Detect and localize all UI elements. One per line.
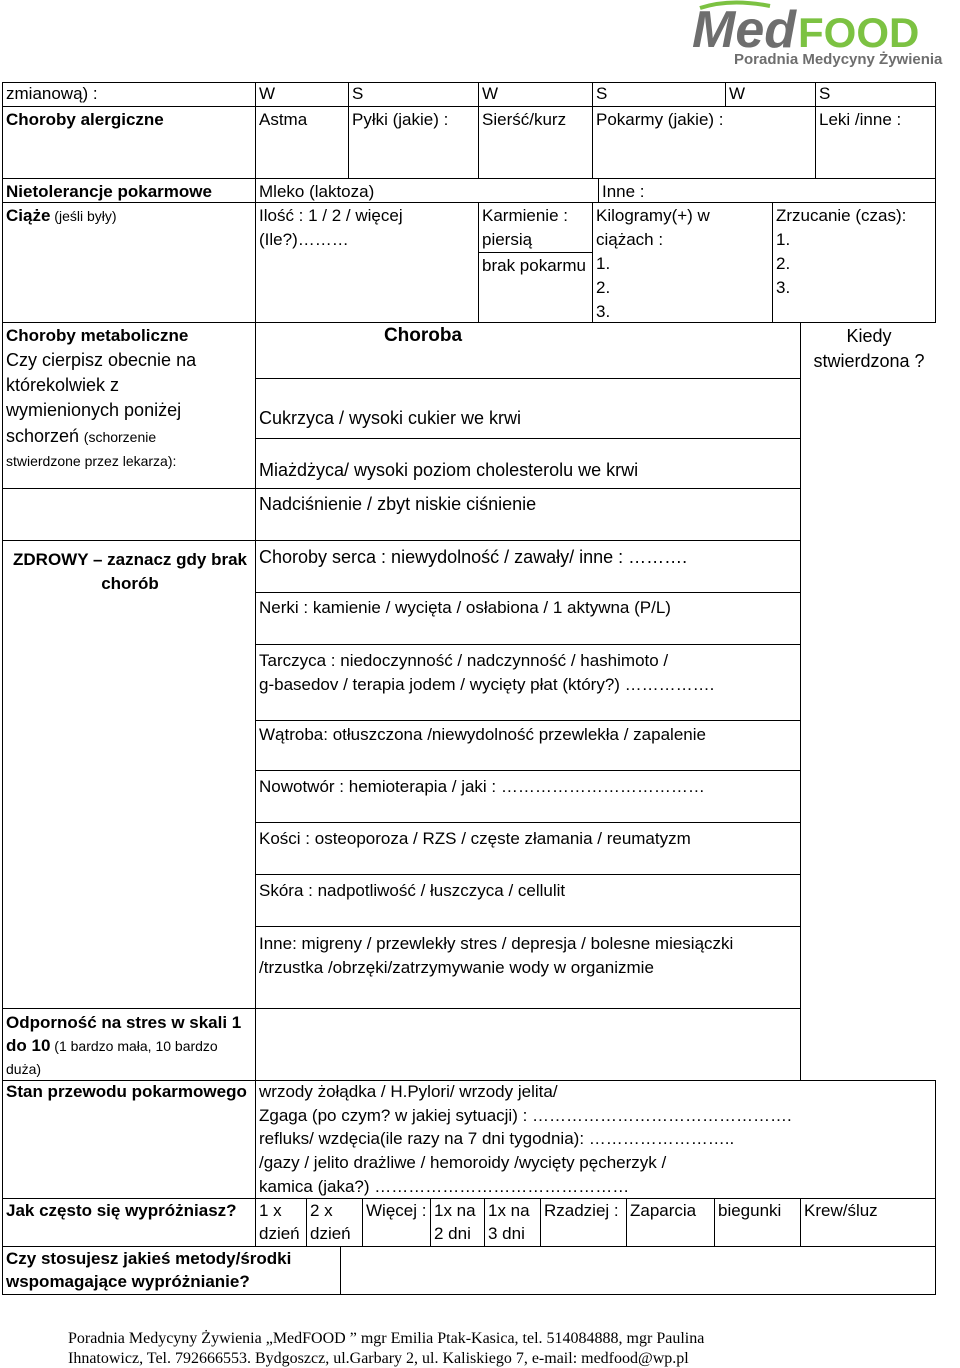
breastfeeding: piersią <box>482 230 533 249</box>
stress-resistance-label: Odporność na stres w skali 1 <box>6 1013 242 1032</box>
stress-resistance-label: duża) <box>6 1061 42 1077</box>
healthy-checkbox-label: ZDROWY – zaznacz gdy brak <box>13 550 247 569</box>
weight-gain: 3. <box>596 302 611 321</box>
digestive-line: /gazy / jelito drażliwe / hemoroidy /wycięty pęcherzyk / <box>259 1153 667 1172</box>
metabolic-question: którekolwiek z <box>6 375 120 395</box>
weight-loss: 3. <box>776 278 791 297</box>
bowel-option: 1x na <box>488 1201 530 1220</box>
bowel-option: 1x na <box>434 1201 476 1220</box>
bowel-option: Krew/śluz <box>804 1201 878 1220</box>
disease-row: Nadciśnienie / zbyt niskie ciśnienie <box>259 494 537 514</box>
bowel-option: 2 dni <box>434 1224 471 1243</box>
bowel-option: 2 x <box>310 1201 333 1220</box>
shift-row-label: zmianową) : <box>6 84 98 103</box>
bowel-option: Rzadziej : <box>544 1201 619 1220</box>
digestive-line: refluks/ wzdęcia(ile razy na 7 dni tygodnia): …………………….. <box>259 1129 735 1148</box>
logo-med: Med <box>692 1 796 59</box>
bowel-option: biegunki <box>718 1201 782 1220</box>
bowel-option: Zaparcia <box>630 1201 697 1220</box>
shift-cell: W <box>729 84 746 103</box>
digestive-line: Zgaga (po czym? w jakiej sytuacji) : ………………………………………. <box>259 1106 792 1125</box>
allergy-option: Astma <box>259 110 308 129</box>
disease-row: Tarczyca : niedoczynność / nadczynność / hashimoto / <box>259 651 669 670</box>
intolerance-milk: Mleko (laktoza) <box>259 182 375 201</box>
footer-contact: Poradnia Medycyny Żywienia „MedFOOD ” mgr Emilia Ptak-Kasica, tel. 514084888, mgr Paulina <box>68 1330 705 1347</box>
disease-row: Nerki : kamienie / wycięta / osłabiona / 1 aktywna (P/L) <box>259 598 671 617</box>
shift-cell: W <box>482 84 499 103</box>
logo-tagline: Poradnia Medycyny Żywienia <box>734 51 943 68</box>
footer-contact: Ihnatowicz, Tel. 792666553. Bydgoszcz, ul.Garbary 2, ul. Kaliskiego 7, e-mail: medfood@wp.pl <box>68 1350 689 1367</box>
pregnancy-count: Ilość : 1 / 2 / więcej <box>259 206 403 225</box>
weight-loss: 2. <box>776 254 791 273</box>
allergy-option: Leki /inne : <box>819 110 902 129</box>
weight-gain: Kilogramy(+) w <box>596 206 710 225</box>
disease-row: Inne: migreny / przewlekły stres / depresja / bolesne miesiączki <box>259 934 734 953</box>
bowel-option: dzień <box>310 1224 351 1243</box>
metabolic-question: Czy cierpisz obecnie na <box>6 350 197 370</box>
laxative-question: Czy stosujesz jakieś metody/środki <box>6 1249 292 1268</box>
pregnancy-count: (Ile?)……… <box>259 230 349 249</box>
bowel-option: dzień <box>259 1224 300 1243</box>
disease-row: Cukrzyca / wysoki cukier we krwi <box>259 408 522 428</box>
shift-cell: S <box>352 84 364 103</box>
metabolic-note: schorzeń (schorzenie <box>6 426 157 446</box>
no-milk: brak pokarmu <box>482 256 586 275</box>
disease-row: Kości : osteoporoza / RZS / częste złamania / reumatyzm <box>259 829 691 848</box>
weight-loss: 1. <box>776 230 791 249</box>
allergy-label: Choroby alergiczne <box>6 110 164 129</box>
shift-cell: S <box>596 84 608 103</box>
weight-gain: ciążach : <box>596 230 664 249</box>
metabolic-note: stwierdzone przez lekarza): <box>6 453 177 469</box>
bowel-frequency-label: Jak często się wypróżniasz? <box>6 1201 237 1220</box>
bowel-option: Więcej : <box>366 1201 427 1220</box>
disease-row: g-basedov / terapia jodem / wycięty płat (który?) ……………. <box>259 675 715 694</box>
disease-row: Skóra : nadpotliwość / łuszczyca / cellulit <box>259 881 566 900</box>
bowel-option: 1 x <box>259 1201 282 1220</box>
weight-gain: 1. <box>596 254 611 273</box>
stress-resistance-label: do 10 (1 bardzo mała, 10 bardzo <box>6 1036 218 1055</box>
healthy-checkbox-label: chorób <box>101 574 159 593</box>
laxative-question: wspomagające wypróżnianie? <box>6 1272 250 1291</box>
disease-row: Wątroba: otłuszczona /niewydolność przewlekła / zapalenie <box>259 725 706 744</box>
weight-loss: Zrzucanie (czas): <box>776 206 907 225</box>
shift-cell: S <box>819 84 831 103</box>
digestive-line: kamica (jaka?) ……………………………………… <box>259 1177 630 1196</box>
allergy-option: Sierść/kurz <box>482 110 567 129</box>
logo-food: FOOD <box>798 9 920 56</box>
intolerance-label: Nietolerancje pokarmowe <box>6 182 212 201</box>
allergy-option: Pokarmy (jakie) : <box>596 110 724 129</box>
pregnancy-label: Ciąże (jeśli były) <box>6 206 117 225</box>
intolerance-other: Inne : <box>602 182 645 201</box>
disease-row: Nowotwór : hemioterapia / jaki : ……………………………… <box>259 777 705 796</box>
shift-cell: W <box>259 84 276 103</box>
metabolic-title: Choroby metaboliczne <box>6 326 189 345</box>
disease-row: Miażdżyca/ wysoki poziom cholesterolu we krwi <box>259 460 639 480</box>
medfood-logo <box>690 0 960 70</box>
breastfeeding: Karmienie : <box>482 206 568 225</box>
digestive-line: wrzody żołądka / H.Pylori/ wrzody jelita/ <box>259 1082 558 1101</box>
disease-row: /trzustka /obrzęki/zatrzymywanie wody w organizmie <box>259 958 654 977</box>
diagnosed-column-header: stwierdzona ? <box>813 351 925 371</box>
disease-row: Choroby serca : niewydolność / zawały/ inne : ………. <box>259 547 688 567</box>
digestive-label: Stan przewodu pokarmowego <box>6 1082 247 1101</box>
allergy-option: Pyłki (jakie) : <box>352 110 449 129</box>
bowel-option: 3 dni <box>488 1224 525 1243</box>
metabolic-question: wymienionych poniżej <box>6 400 182 420</box>
weight-gain: 2. <box>596 278 611 297</box>
disease-column-header: Choroba <box>383 325 463 346</box>
diagnosed-column-header: Kiedy <box>846 326 892 346</box>
